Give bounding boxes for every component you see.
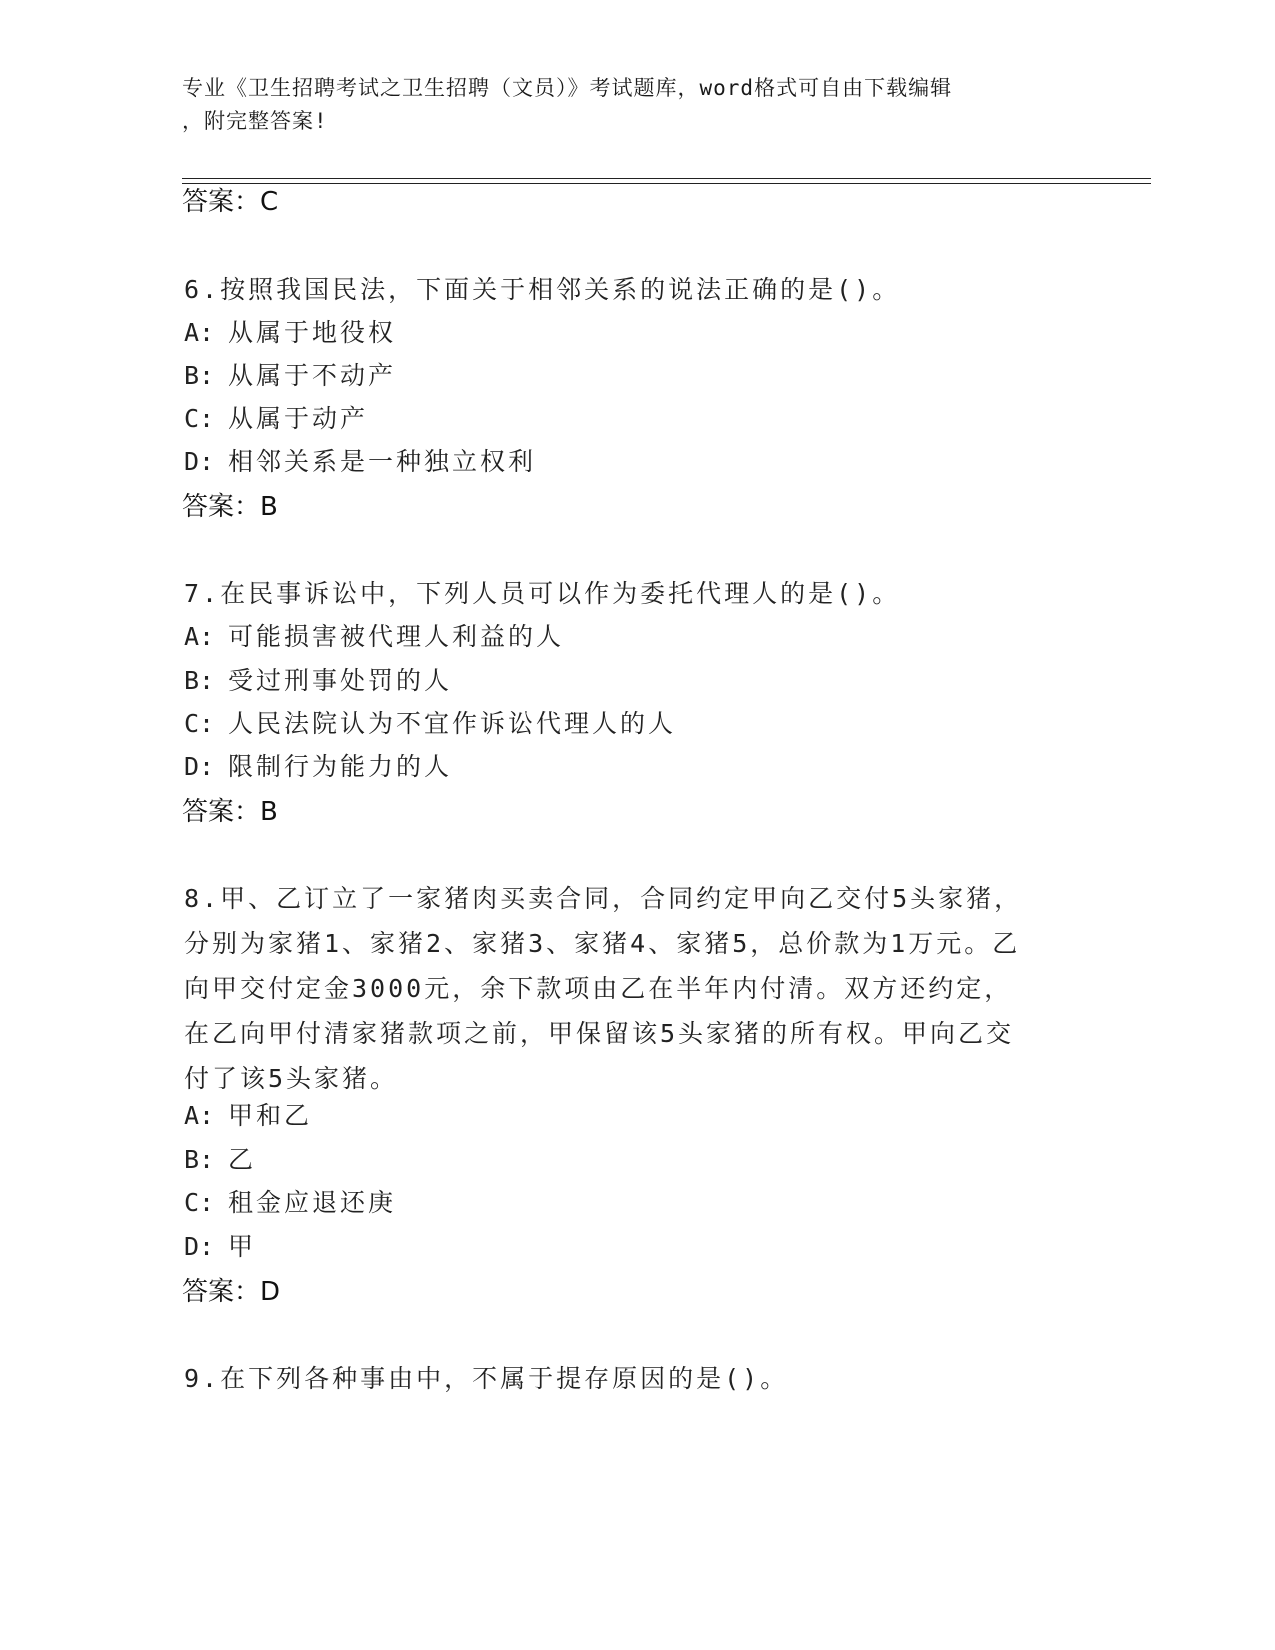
option-text: 人民法院认为不宜作诉讼代理人的人 bbox=[228, 709, 677, 738]
option-letter: B: bbox=[184, 361, 215, 390]
option-text: 可能损害被代理人利益的人 bbox=[228, 622, 565, 651]
option-text: 乙 bbox=[228, 1145, 257, 1174]
option-text: 从属于不动产 bbox=[228, 361, 397, 390]
option-text: 甲 bbox=[228, 1232, 257, 1261]
option-text: 从属于动产 bbox=[228, 404, 369, 433]
option-text: 从属于地役权 bbox=[228, 318, 397, 347]
option-text: 租金应退还庚 bbox=[228, 1188, 397, 1217]
option-letter: A: bbox=[184, 1101, 215, 1130]
option-letter: D: bbox=[184, 447, 215, 476]
option-letter: C: bbox=[184, 1188, 215, 1217]
option-text: 受过刑事处罚的人 bbox=[228, 666, 453, 695]
answer-q6: 答案：B bbox=[182, 492, 278, 522]
answer-q8: 答案：D bbox=[182, 1277, 281, 1307]
option-text: 相邻关系是一种独立权利 bbox=[228, 447, 537, 476]
header-rule-bottom bbox=[182, 183, 1151, 184]
question-6-stem: 6.按照我国民法，下面关于相邻关系的说法正确的是()。 bbox=[184, 275, 901, 304]
answer-q7: 答案：B bbox=[182, 797, 278, 827]
question-6-option-a bbox=[184, 316, 396, 350]
option-letter: B: bbox=[184, 1145, 215, 1174]
question-6-option-c bbox=[184, 402, 368, 436]
question-8-option-a bbox=[184, 1099, 312, 1133]
option-letter: D: bbox=[184, 752, 215, 781]
question-7-option-d bbox=[184, 750, 452, 784]
header-rule-top bbox=[182, 178, 1151, 179]
question-9-stem: 9.在下列各种事由中，不属于提存原因的是()。 bbox=[184, 1364, 789, 1393]
question-7-stem: 7.在民事诉讼中，下列人员可以作为委托代理人的是()。 bbox=[184, 579, 901, 608]
header-line-1: 专业《卫生招聘考试之卫生招聘（文员）》考试题库，word格式可自由下载编辑 bbox=[182, 76, 953, 100]
answer-q5: 答案：C bbox=[182, 187, 279, 217]
option-text: 限制行为能力的人 bbox=[228, 752, 453, 781]
question-7-option-a bbox=[184, 620, 564, 654]
header-line-2: ，附完整答案! bbox=[182, 109, 328, 133]
document-header bbox=[182, 72, 1062, 138]
question-8-option-c bbox=[184, 1186, 396, 1220]
question-7-option-c bbox=[184, 707, 676, 741]
question-8-stem: 8.甲、乙订立了一家猪肉买卖合同，合同约定甲向乙交付5头家猪，分别为家猪1、家猪2、家猪3、家猪4、家猪5，总价款为1万元。乙向甲交付定金3000元，余下款项由乙在半年内付清。双方还约定，在乙向甲付清家猪款项之前，甲保留该5头家猪的所有权。甲向乙交付了该5头家猪。 bbox=[184, 884, 1023, 1093]
question-7-option-b bbox=[184, 664, 452, 698]
question-8-option-b bbox=[184, 1143, 256, 1177]
option-letter: C: bbox=[184, 404, 215, 433]
question-6-option-d bbox=[184, 445, 536, 479]
question-8-option-d bbox=[184, 1230, 256, 1264]
question-6-option-b bbox=[184, 359, 396, 393]
option-letter: D: bbox=[184, 1232, 215, 1261]
option-text: 甲和乙 bbox=[228, 1101, 313, 1130]
option-letter: C: bbox=[184, 709, 215, 738]
option-letter: B: bbox=[184, 666, 215, 695]
option-letter: A: bbox=[184, 622, 215, 651]
option-letter: A: bbox=[184, 318, 215, 347]
